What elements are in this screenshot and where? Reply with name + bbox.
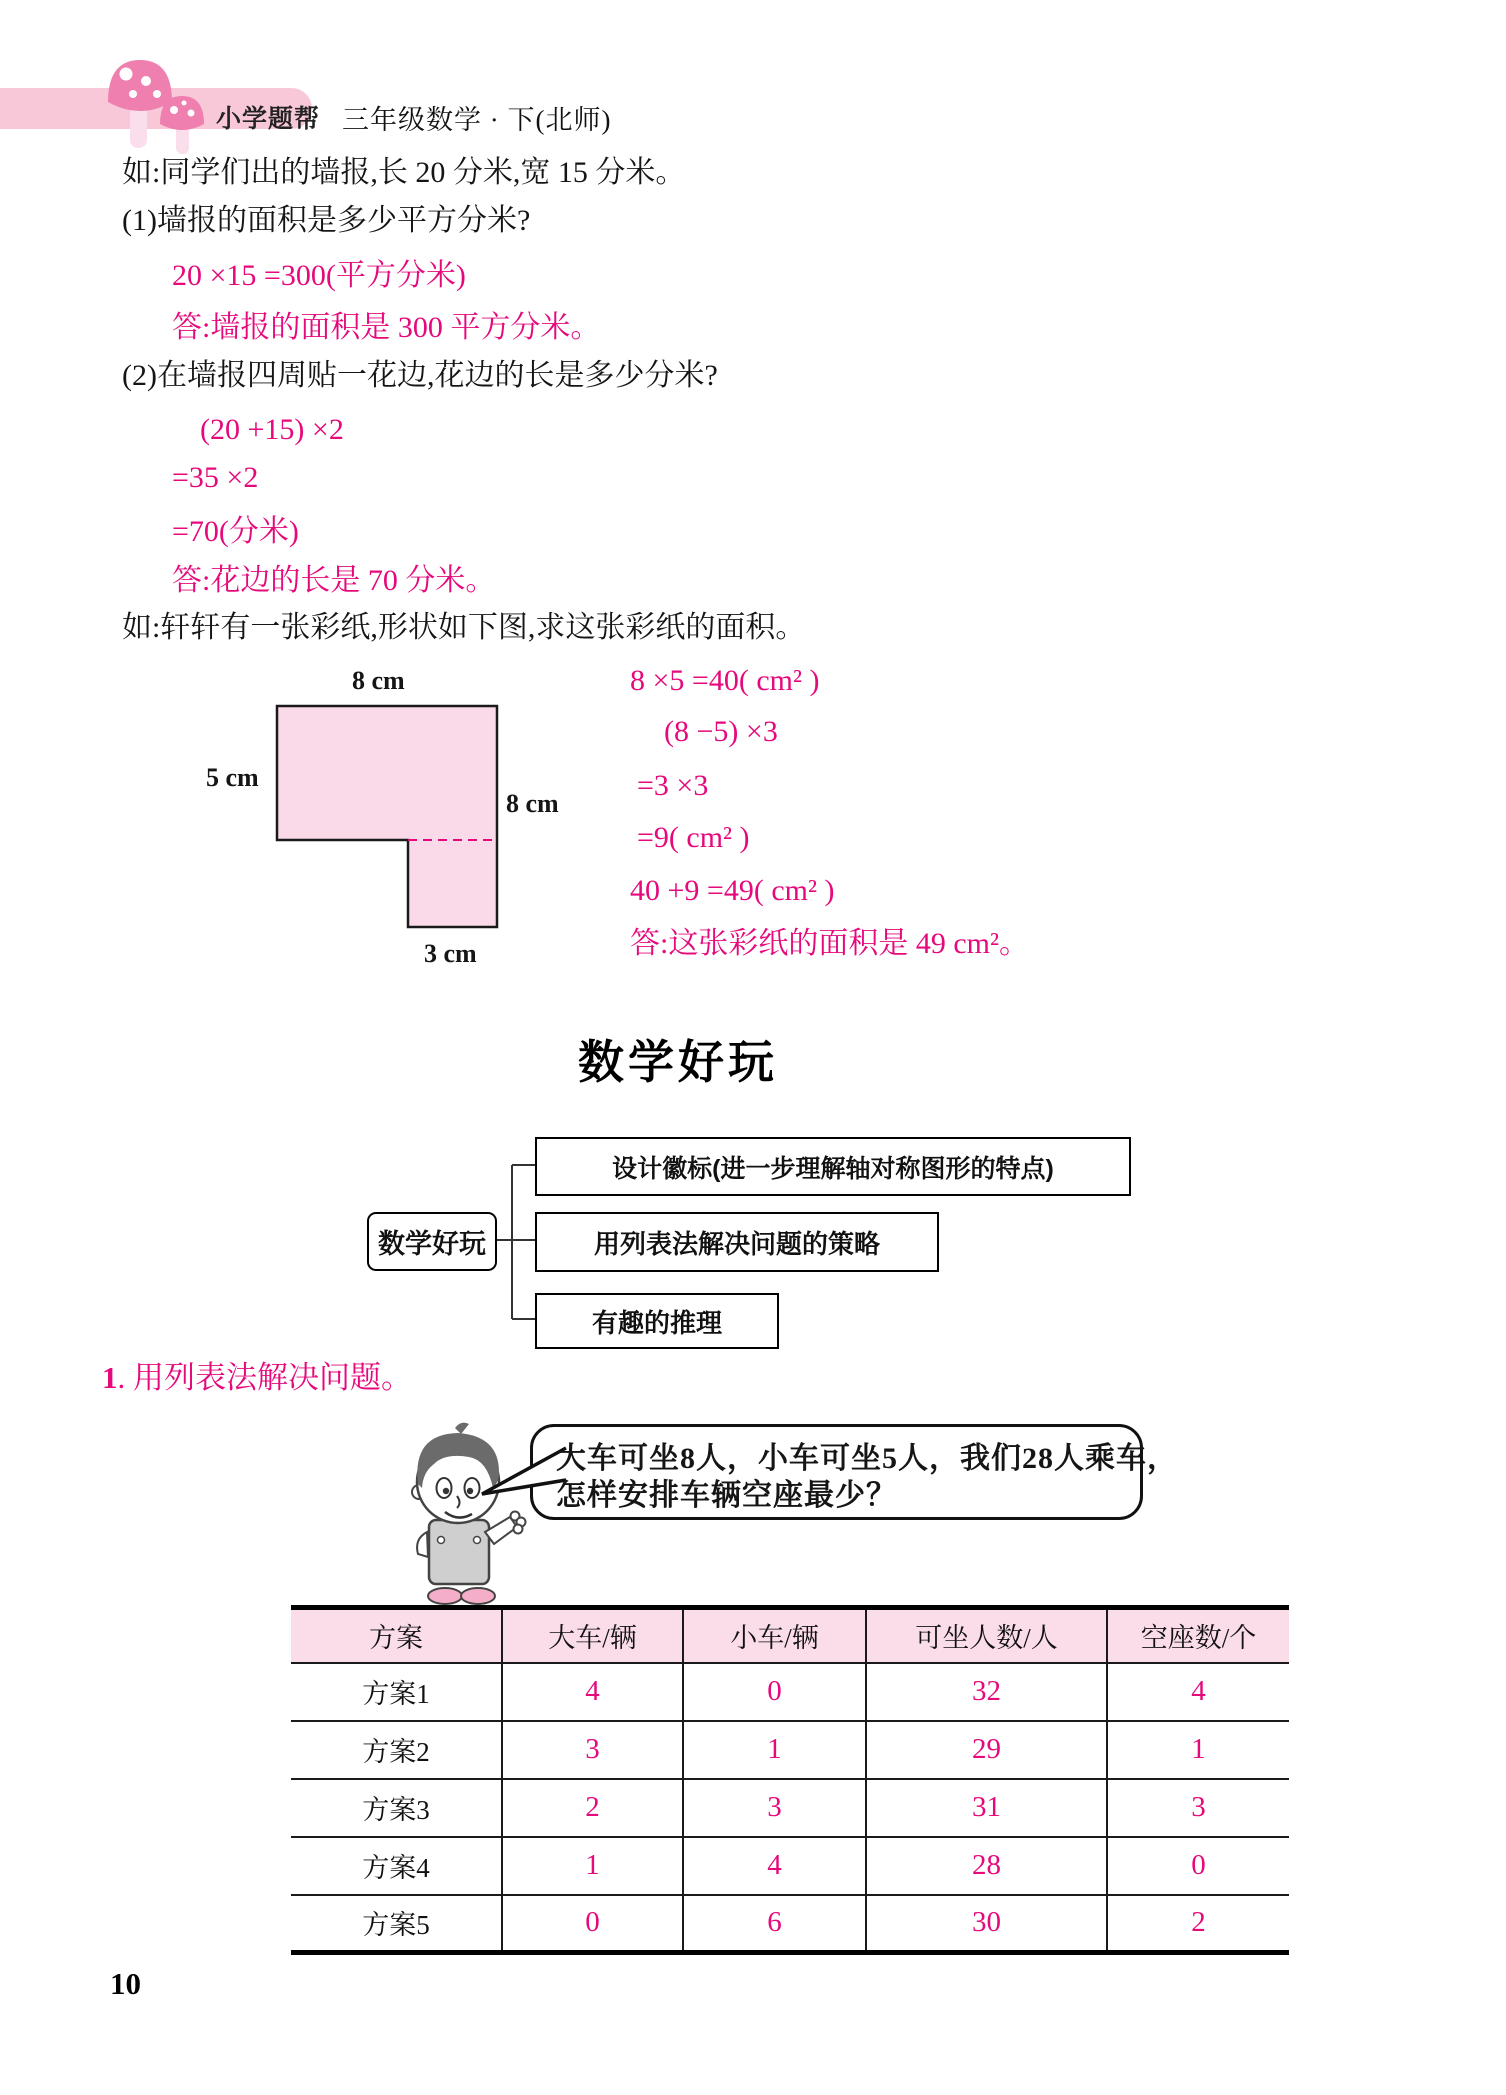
cell-value: 0: [1107, 1837, 1289, 1895]
mindmap-branch-1: 设计徽标(进一步理解轴对称图形的特点): [535, 1137, 1131, 1196]
table-row: [291, 1721, 1289, 1779]
mindmap-branch-3: 有趣的推理: [535, 1293, 779, 1349]
cell-value: 30: [866, 1895, 1107, 1953]
table-row: [291, 1837, 1289, 1895]
bubble-text-line2: 怎样安排车辆空座最少？: [556, 1479, 897, 1512]
problem1-q2-work3: =70(分米): [172, 515, 299, 548]
table-row: [291, 1663, 1289, 1721]
cell-value: 1: [683, 1721, 866, 1779]
problem1-q2-work2: =35 ×2: [172, 461, 259, 494]
speech-bubble-tail: [470, 1432, 570, 1522]
exercise-number: 1: [102, 1360, 118, 1395]
exercise-heading: . 用列表法解决问题。: [117, 1360, 412, 1395]
row-label: 方案4: [362, 1853, 430, 1883]
problem2-work3: =3 ×3: [637, 769, 709, 802]
cell-value: 3: [683, 1779, 866, 1837]
figure-left-label: 5 cm: [206, 763, 259, 792]
figure-bottom-label: 3 cm: [424, 939, 477, 968]
col-header-plan: 方案: [369, 1623, 423, 1654]
col-header-seats: 可坐人数/人: [866, 1608, 1107, 1663]
cell-value: 4: [683, 1837, 866, 1895]
book-title: 三年级数学 · 下(北师): [342, 105, 612, 135]
problem2-work1: 8 ×5 =40( cm² ): [630, 664, 820, 697]
mindmap-branch-2: 用列表法解决问题的策略: [535, 1212, 939, 1272]
mindmap-root-node: 数学好玩: [367, 1212, 497, 1271]
problem2-intro: 如:轩轩有一张彩纸,形状如下图,求这张彩纸的面积。: [122, 611, 806, 644]
problem2-answer: 答:这张彩纸的面积是 49 cm²。: [630, 927, 1029, 960]
cell-value: 2: [502, 1779, 683, 1837]
table-header-row: [291, 1608, 1289, 1663]
row-label: 方案3: [362, 1795, 430, 1825]
cell-value: 0: [683, 1663, 866, 1721]
mushroom-logo-icon: [100, 50, 218, 158]
row-label: 方案5: [362, 1910, 430, 1941]
problem1-q1-answer: 答:墙报的面积是 300 平方分米。: [172, 311, 601, 344]
problem1-q2-answer: 答:花边的长是 70 分米。: [172, 564, 496, 597]
col-header-big-bus: 大车/辆: [502, 1608, 683, 1663]
problem2-work2: (8 −5) ×3: [664, 715, 778, 748]
table-row: [291, 1895, 1289, 1953]
row-label: 方案1: [362, 1679, 430, 1709]
cell-value: 1: [1107, 1721, 1289, 1779]
problem1-intro: 如:同学们出的墙报,长 20 分米,宽 15 分米。: [122, 156, 686, 189]
row-label: 方案2: [362, 1737, 430, 1767]
problem1-q1-work: 20 ×15 =300(平方分米): [172, 259, 466, 292]
cell-value: 29: [866, 1721, 1107, 1779]
cell-value: 0: [502, 1895, 683, 1953]
cell-value: 4: [502, 1663, 683, 1721]
logo-text: 小学题帮: [216, 105, 321, 133]
table-row: [291, 1779, 1289, 1837]
cell-value: 31: [866, 1779, 1107, 1837]
problem1-q1: (1)墙报的面积是多少平方分米?: [122, 204, 531, 237]
cell-value: 1: [502, 1837, 683, 1895]
section-title: 数学好玩: [578, 1036, 778, 1088]
plan-table: [291, 1605, 1289, 1955]
cell-value: 3: [502, 1721, 683, 1779]
problem2-work5: 40 +9 =49( cm² ): [630, 874, 835, 907]
figure-right-label: 8 cm: [506, 789, 559, 818]
cell-value: 6: [683, 1895, 866, 1953]
figure-top-label: 8 cm: [352, 666, 405, 695]
page-number: 10: [110, 1966, 141, 2001]
cell-value: 32: [866, 1663, 1107, 1721]
cell-value: 2: [1107, 1895, 1289, 1953]
col-header-empty: 空座数/个: [1107, 1608, 1289, 1663]
cell-value: 3: [1107, 1779, 1289, 1837]
cell-value: 28: [866, 1837, 1107, 1895]
cell-value: 4: [1107, 1663, 1289, 1721]
problem1-q2-work1: (20 +15) ×2: [200, 413, 344, 446]
bubble-text-line1: 大车可坐8人，小车可坐5人，我们28人乘车，: [556, 1442, 1178, 1475]
problem1-q2: (2)在墙报四周贴一花边,花边的长是多少分米?: [122, 359, 718, 392]
col-header-small-bus: 小车/辆: [683, 1608, 866, 1663]
problem2-work4: =9( cm² ): [637, 821, 750, 854]
